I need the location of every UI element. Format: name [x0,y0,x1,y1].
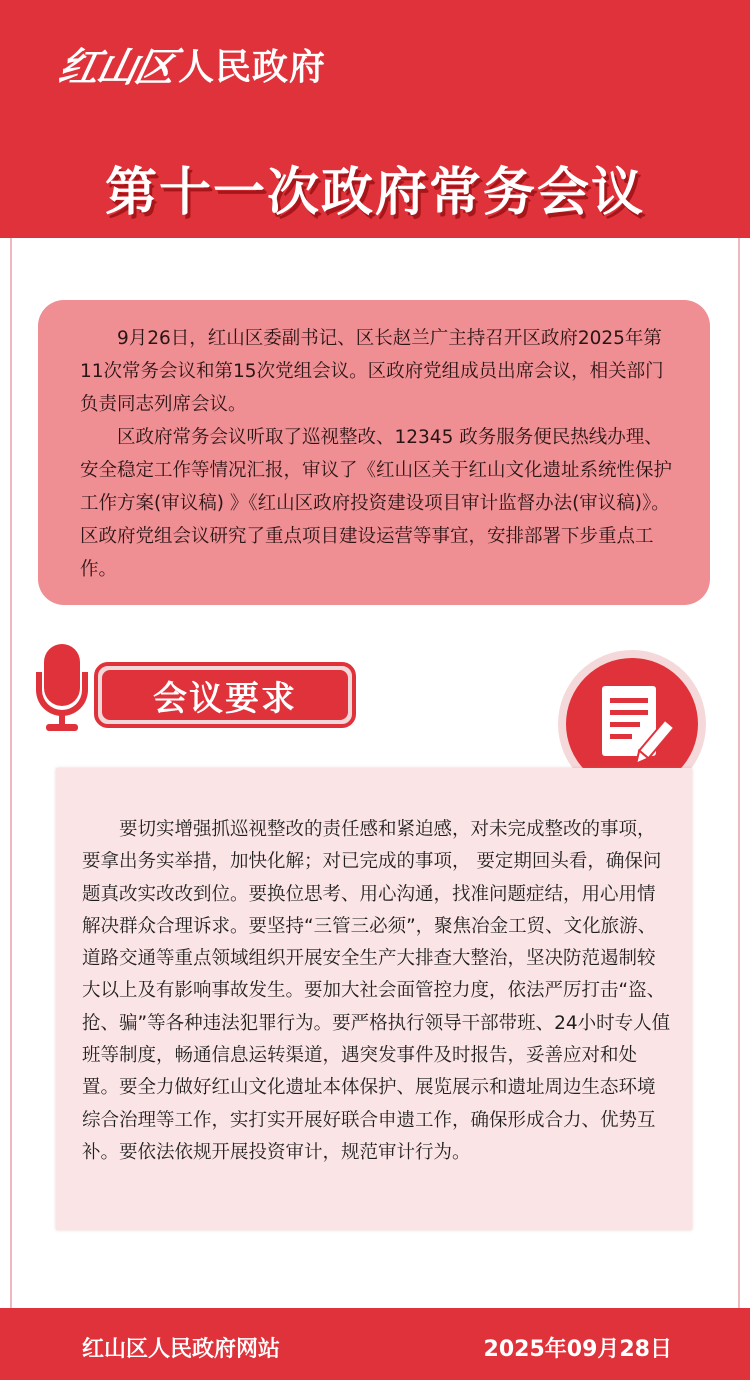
logo-text: 人民政府 [178,46,327,88]
page-title: 第十一次政府常务会议 [104,163,645,223]
logo-calligraphy: 红山区 [54,43,179,91]
footer-site-name: 红山区人民政府网站 [82,1337,281,1362]
footer-bar [0,1308,750,1380]
intro-paragraph-1: 9月26日，红山区委副书记、区长赵兰广主持召开区政府2025年第11次常务会议和第15次党组会议。区政府党组成员出席会议，相关部门负责同志列席会议。 [80,328,664,415]
requirements-content-box [56,768,692,1230]
requirements-heading-pill [94,662,356,728]
intro-summary-box [38,300,710,605]
government-logo [54,34,327,94]
intro-paragraph-2: 区政府常务会议听取了巡视整改、12345 政务服务便民热线办理、安全稳定工作等情况汇报，审议了《红山区关于红山文化遗址系统性保护工作方案(审议稿) 》《红山区政府投资建设项目审计监督办法(审议稿)》。区政府党组会议研究了重点项目建设运营等事宜，安排部署下步重点工作。 [80,427,673,580]
requirements-paragraph: 要切实增强抓巡视整改的责任感和紧迫感，对未完成整改的事项，要拿出务实举措，加快化解；对已完成的事项， 要定期回头看，确保问题真改实改改到位。要换位思考、用心沟通，找准问题症结，用心用情解决群众合理诉求。要坚持“三管三必须”，聚焦冶金工贸、文化旅游、道路交通等重点领域组织开展安全生产大排查大整治，坚决防范遏制较大以上及有影响事故发生。要加大社会面管控力度，依法严厉打击“盗、抢、骗”等各种违法犯罪行为。要严格执行领导干部带班、24小时专人值班等制度，畅通信息运转渠道，遇突发事件及时报告，妥善应对和处置。要全力做好红山文化遗址本体保护、展览展示和遗址周边生态环境综合治理等工作，实打实开展好联合申遗工作，确保形成合力、优势互补。要依法依规开展投资审计，规范审计行为。 [82,819,671,1163]
header-banner [0,0,750,238]
requirements-heading: 会议要求 [153,678,297,719]
requirements-badge [36,644,326,736]
footer-date: 2025年09月28日 [483,1337,672,1362]
